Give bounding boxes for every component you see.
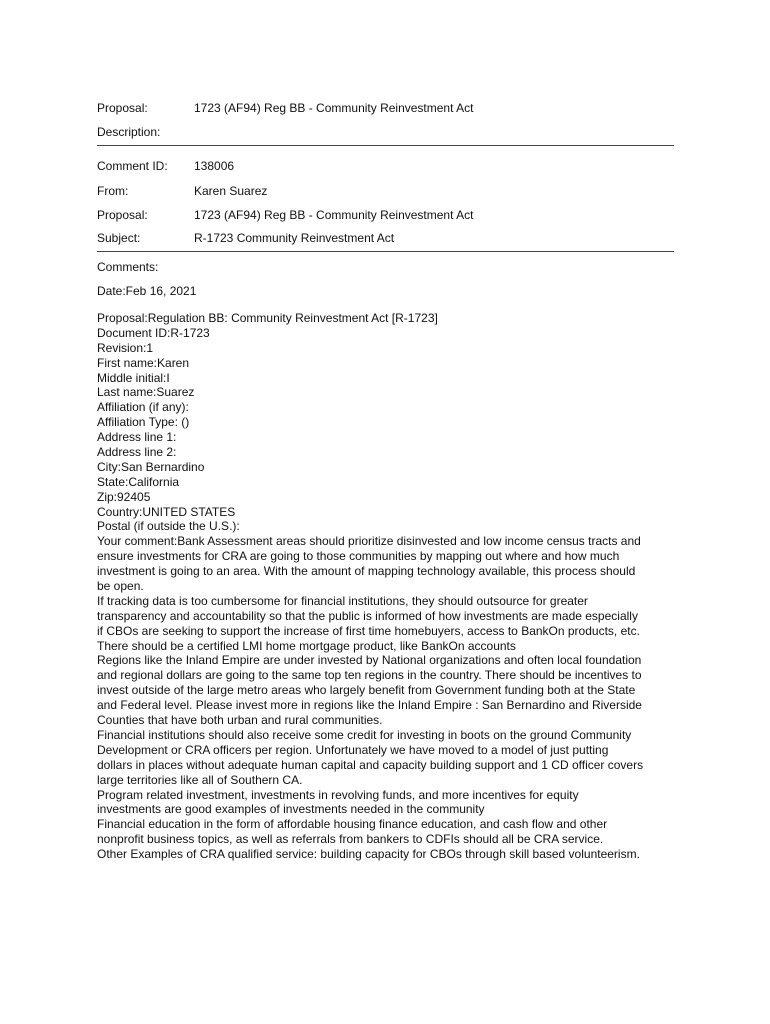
comment-line: First name:Karen xyxy=(97,355,190,370)
comment-line: Postal (if outside the U.S.): xyxy=(97,519,240,534)
comment-line: Program related investment, investments in revolving funds, and more incentives for equity xyxy=(97,787,579,802)
comment-line: and Federal level. Please invest more in regions like the Inland Empire : San Bernardino and Riverside xyxy=(97,698,642,713)
comment-line: transparency and accountability so that the public is informed of how investments are made especially xyxy=(97,608,638,623)
comment-body xyxy=(97,311,682,862)
comment-line: Financial institutions should also receive some credit for investing in boots on the ground Community xyxy=(97,727,632,742)
header-proposal-label: Proposal: xyxy=(97,101,148,115)
comment-line: Address line 1: xyxy=(97,430,177,445)
comment-line: investment is going to an area. With the amount of mapping technology available, this process should xyxy=(97,564,636,579)
comment-id-value: 138006 xyxy=(194,159,235,173)
comment-line: investments are good examples of investments needed in the community xyxy=(97,802,485,817)
comment-line: Counties that have both urban and rural communities. xyxy=(97,713,383,728)
comment-id-label: Comment ID: xyxy=(97,159,168,173)
comment-line: Proposal:Regulation BB: Community Reinvestment Act [R-1723] xyxy=(97,311,438,325)
comment-line: Zip:92405 xyxy=(97,489,151,504)
comment-line: dollars in places without adequate human capital and capacity building support and 1 CD officer covers xyxy=(97,757,644,772)
comment-line: Other Examples of CRA qualified service: building capacity for CBOs through skill based volunteerism. xyxy=(97,847,640,862)
comment-line: invest outside of the large metro areas who largely benefit from Government funding both at the State xyxy=(97,683,636,698)
comment-line: City:San Bernardino xyxy=(97,459,205,474)
comment-line: Last name:Suarez xyxy=(97,385,195,400)
bottom-divider xyxy=(97,251,674,252)
header-proposal-value: 1723 (AF94) Reg BB - Community Reinvestment Act xyxy=(194,101,474,115)
comment-line: If tracking data is too cumbersome for financial institutions, they should outsource for greater xyxy=(97,593,588,608)
comments-label: Comments: xyxy=(97,260,159,274)
comment-line: Country:UNITED STATES xyxy=(97,504,236,519)
proposal-value: 1723 (AF94) Reg BB - Community Reinvestment Act xyxy=(194,208,474,222)
comment-line: Address line 2: xyxy=(97,445,177,460)
comment-line: Your comment:Bank Assessment areas should prioritize disinvested and low income census tracts and xyxy=(97,534,641,549)
comment-line: State:California xyxy=(97,474,180,489)
comment-line: Regions like the Inland Empire are under invested by National organizations and often local foundation xyxy=(97,653,642,668)
comment-line: There should be a certified LMI home mortgage product, like BankOn accounts xyxy=(97,638,516,653)
comment-line: if CBOs are seeking to support the increase of first time homebuyers, access to BankOn products, etc. xyxy=(97,623,640,638)
comment-line: nonprofit business topics, as well as referrals from bankers to CDFIs should all be CRA service. xyxy=(97,832,604,847)
comment-line: Revision:1 xyxy=(97,340,154,355)
from-value: Karen Suarez xyxy=(194,184,268,198)
comment-line: be open. xyxy=(97,579,144,594)
comment-date: Date:Feb 16, 2021 xyxy=(97,284,197,298)
comment-line: Development or CRA officers per region. Unfortunately we have moved to a model of just putting xyxy=(97,742,609,757)
from-label: From: xyxy=(97,184,129,198)
comment-line: Affiliation (if any): xyxy=(97,400,189,415)
comment-line: Affiliation Type: () xyxy=(97,415,190,430)
comment-line: Financial education in the form of affordable housing finance education, and cash flow and other xyxy=(97,817,608,832)
proposal-label: Proposal: xyxy=(97,208,148,222)
comment-line: large territories like all of Southern CA. xyxy=(97,772,303,787)
comment-line: Middle initial:I xyxy=(97,370,170,385)
comment-line: ensure investments for CRA are going to those communities by mapping out where and how much xyxy=(97,549,620,564)
subject-value: R-1723 Community Reinvestment Act xyxy=(194,231,395,245)
subject-label: Subject: xyxy=(97,231,141,245)
top-divider xyxy=(97,145,674,146)
comment-line: and regional dollars are going to the same top ten regions in the country. There should be incentives to xyxy=(97,668,642,683)
description-label: Description: xyxy=(97,125,161,139)
comment-line: Document ID:R-1723 xyxy=(97,325,210,340)
